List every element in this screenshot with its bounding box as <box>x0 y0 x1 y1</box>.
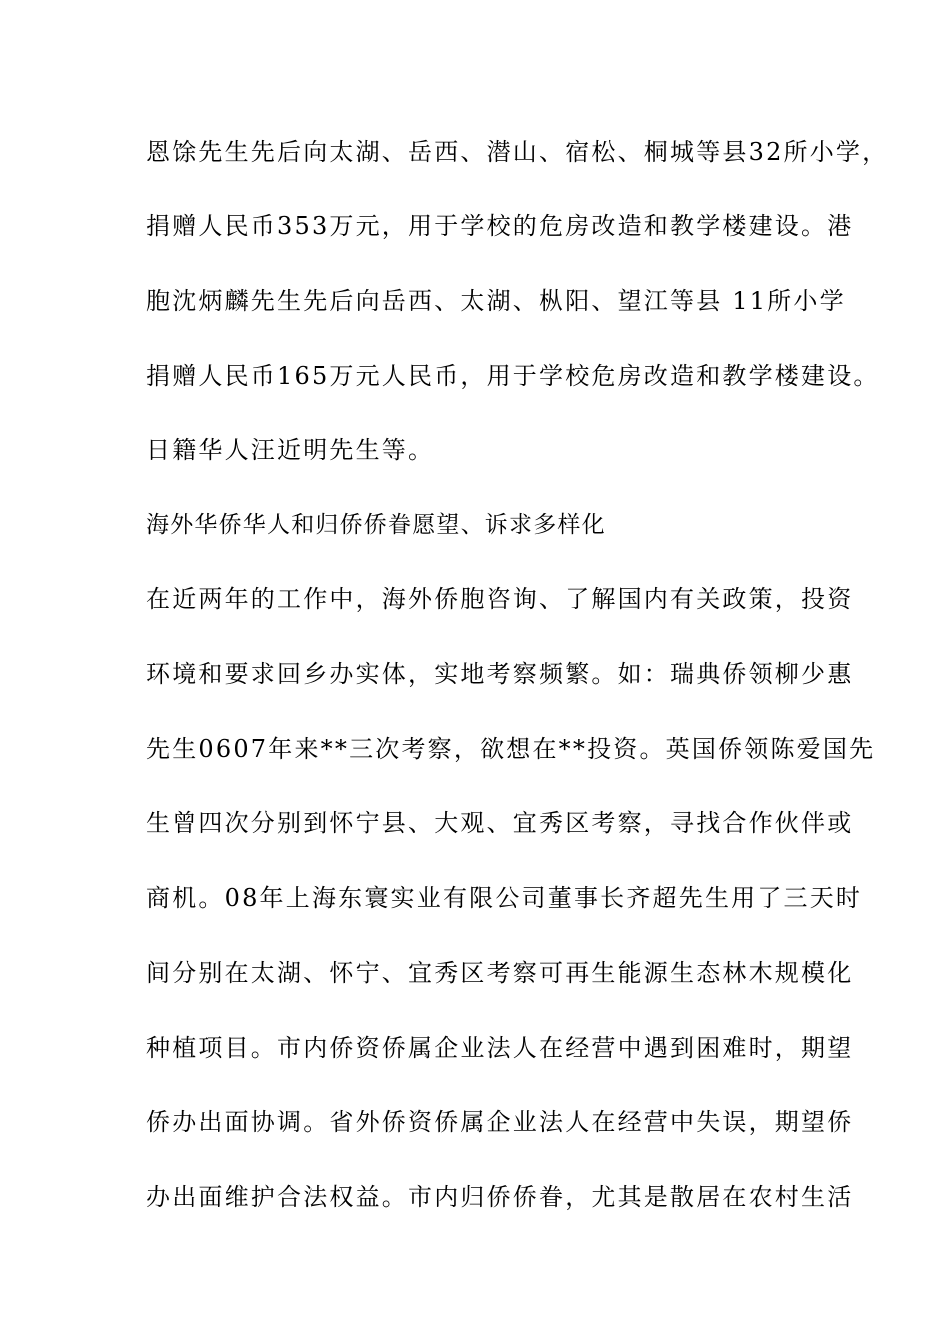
section-heading: 海外华侨华人和归侨侨眷愿望、诉求多样化 <box>146 512 606 538</box>
body-text-line: 在近两年的工作中，海外侨胞咨询、了解国内有关政策，投资 <box>146 585 854 613</box>
body-text-line: 商机。08年上海东寰实业有限公司董事长齐超先生用了三天时 <box>146 884 863 912</box>
body-text-line: 种植项目。市内侨资侨属企业法人在经营中遇到困难时，期望 <box>146 1034 854 1062</box>
body-text-line: 捐赠人民币165万元人民币，用于学校危房改造和教学楼建设。 <box>146 362 880 390</box>
body-text-line: 办出面维护合法权益。市内归侨侨眷，尤其是散居在农村生活 <box>146 1183 854 1211</box>
body-text-line: 侨办出面协调。省外侨资侨属企业法人在经营中失误，期望侨 <box>146 1108 854 1136</box>
body-text-line: 捐赠人民币353万元，用于学校的危房改造和教学楼建设。港 <box>146 212 854 240</box>
body-text-line: 恩馀先生先后向太湖、岳西、潜山、宿松、桐城等县32所小学， <box>146 138 889 166</box>
body-text-line: 胞沈炳麟先生先后向岳西、太湖、枞阳、望江等县 11所小学 <box>146 287 846 315</box>
body-text-line: 间分别在太湖、怀宁、宜秀区考察可再生能源生态林木规模化 <box>146 959 854 987</box>
body-text-line: 日籍华人汪近明先生等。 <box>146 436 435 464</box>
body-text-line: 先生0607年来**三次考察，欲想在**投资。英国侨领陈爱国先 <box>146 735 876 763</box>
body-text-line: 生曾四次分别到怀宁县、大观、宜秀区考察，寻找合作伙伴或 <box>146 809 854 837</box>
body-text-line: 环境和要求回乡办实体，实地考察频繁。如：瑞典侨领柳少惠 <box>146 660 854 688</box>
